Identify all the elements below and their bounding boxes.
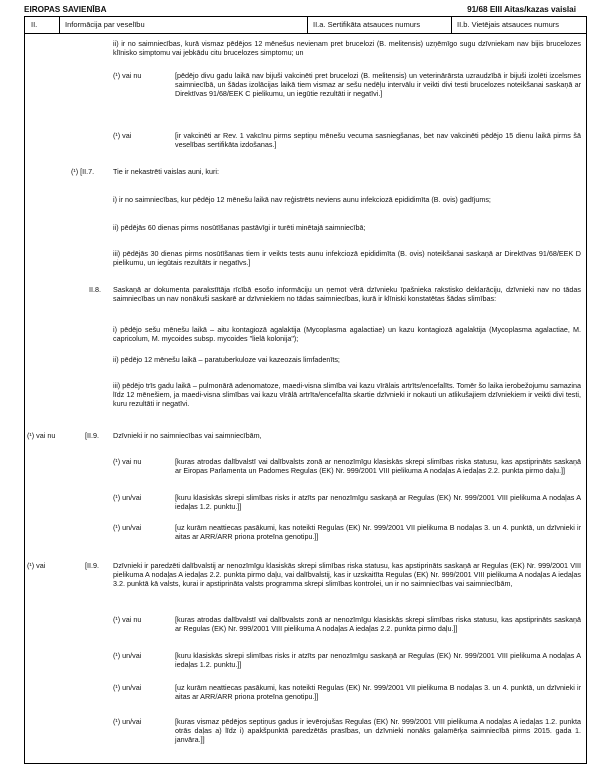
clause-b6: ii) pēdējās 60 dienas pirms nosūtīšanas pastāvīgi ir turēti minētajā saimniecībā; xyxy=(113,223,366,232)
clause-b1: ii) ir no saimniecības, kurā vismaz pēdējos 12 mēnešus nevienam pret brucelozi (B. melitensis) uzņēmīgo sugu dzīvniekam nav bijis brucelozes klīnisko simptomu vai jebkādu citu brucelozes simptomu; un xyxy=(113,39,581,57)
clause-b5: i) ir no saimniecības, kur pēdējo 12 mēnešu laikā nav reģistrēts neviens aunu infekciozā epididimīta (B. ovis) gadījums; xyxy=(113,195,491,204)
clause-b7: iii) pēdējās 30 dienas pirms nosūtīšanas tiem ir veikts tests aunu infekciozā epididimīta (B. ovis) noteikšanai saskaņā ar Direktīvas 91/68/EEK D pielikumu, un iegūtais rezultāts ir negatīvs.] xyxy=(113,249,581,267)
section-number: II. xyxy=(31,20,38,29)
clause-b9: i) pēdējo sešu mēnešu laikā – aitu kontagiozā agalaktija (Mycoplasma agalactiae) un kazu kontagiozā agalaktija (Mycoplasma agalactiae, M. capricolum, M. mycoides subsp. mycoides "lielā kolonija"); xyxy=(113,325,581,343)
clause-b11: iii) pēdējo trīs gadu laikā – pulmonārā adenomatoze, maedi-visna slimība vai kazu vīrālais artrīts/encefalīts. Tomēr šo laika ierobežojumu samazina līdz 12 mēnešiem, ja maedi-visna slimības vai kazu vīrālā artrīta/encefalīta skartie dzīvnieki ir nokauti un atlikušajiem dzīvniekiem ir veikti divi testi, kuru rezultāti ir negatīvi. xyxy=(113,381,581,408)
section-title: Informācija par veselību xyxy=(65,20,145,29)
certificate-box: II. Informācija par veselību II.a. Sertifikāta atsauces numurs II.b. Vietējais atsauces numurs ii) ir no saimniecības, kurā vismaz pēdējos 12 mēnešus nevienam pret brucelozi (B. melitensis) uzņēmīgo sugu dzīvniekam nav bijis brucelozes klīnisko simptomu vai jebkādu citu brucelozes simptomu; un (¹) vai nu [pēdējo divu gadu laikā nav bijuši vakcinēti pret brucelozi (B. melitensis) un veterinārārsta uzraudzībā ir bijuši izolēti izcelsmes saimniecībā, un šādas izolācijas laikā tiem vismaz ar sešu nedēļu intervālu ir veikti divi testi brucelozes noteikšanai saskaņā ar Direktīvas 91/68/EEK C pielikumu, un iegūtie rezultāti ir negatīvi.] (¹) vai [ir vakcinēti ar Rev. 1 vakcīnu pirms septiņu mēnešu vecuma sasniegšanas, bet nav vakcinēti pēdējo 15 dienu laikā pirms šā veselības sertifikāta izdošanas.] (¹) [II.7. Tie ir nekastrēti vaislas auni, kuri: i) ir no saimniecības, kur pēdējo 12 mēnešu laikā nav reģistrēts neviens aunu infekciozā epididimīta (B. ovis) gadījums; ii) pēdējās 60 dienas pirms nosūtīšanas pastāvīgi ir turēti minētajā saimniecībā; iii) pēdējās 30 dienas pirms nosūtīšanas tiem ir veikts tests aunu infekciozā epididimīta (B. ovis) noteikšanai saskaņā ar Direktīvas 91/68/EEK D pielikumu, un iegūtais rezultāts ir negatīvs.] II.8. Saskaņā ar dokumenta parakstītāja rīcībā esošo informāciju un ņemot vērā dzīvnieku īpašnieka rakstisko deklarāciju, dzīvnieki nav no tādas saimniecības un nav nonākuši saskarē ar dzīvniekiem no tādas saimniecības, kurā ir klīniski konstatētas šādas slimības: i) pēdējo sešu mēnešu laikā – aitu kontagiozā agalaktija (Mycoplasma agalactiae) un kazu kontagiozā agalaktija (Mycoplasma agalactiae, M. capricolum, M. mycoides subsp. mycoides "lielā kolonija"); ii) pēdējo 12 mēnešu laikā – paratuberkuloze vai kazeozais limfadenīts; iii) pēdējo trīs gadu laikā – pulmonārā adenomatoze, maedi-visna slimība vai kazu vīrālais artrīts/encefalīts. Tomēr šo laika ierobežojumu samazina līdz 12 mēnešiem, ja maedi-visna slimības vai kazu vīrālā artrīta/encefalīta skartie dzīvnieki ir nokauti un atlikušajiem dzīvniekiem ir veikti divi testi, kuru rezultāti ir negatīvi. (¹) vai nu [II.9. Dzīvnieki ir no saimniecības vai saimniecībām, (¹) vai nu [kuras atrodas dalībvalstī vai dalībvalsts zonā ar nenozīmīgu klasiskās skrepi slimības riska statusu, kas apstiprināts saskaņā ar Eiropas Parlamenta un Padomes Regulas (EK) Nr. 999/2001 VIII pielikuma A nodaļas A iedaļas 2.2. punkta pirmo daļu.]] (¹) un/vai [kuru klasiskās skrepi slimības risks ir atzīts par nenozīmīgu saskaņā ar Regulas (EK) Nr. 999/2001 VIII pielikuma A nodaļas A iedaļas 1.2. punktu.]] (¹) un/vai [uz kurām neattiecas pasākumi, kas noteikti Regulas (EK) Nr. 999/2001 VII pielikuma B nodaļas 3. un 4. punktā, un dzīvnieki ir aitas ar ARR/ARR priona proteīna genotipu.]] (¹) vai [II.9. Dzīvnieki ir paredzēti dalībvalstij ar nenozīmīgu klasiskās skrepi slimības riska statusu, kas apstiprināts saskaņā ar Regulas (EK) Nr. 999/2001 VIII pielikuma A nodaļas A iedaļas 2.2. punkta pirmo daļu, vai dalībvalstij, kas ir uzskaitīta Regulas (EK) Nr. 999/2001 VIII pielikuma A nodaļas A iedaļas 3.2. punktā kā valsts, kurai ir apstiprināta valsts programma skrepi slimības kontrolei, un ir no saimniecības vai saimniecībām, (¹) vai nu [kuras atrodas dalībvalstī vai dalībvalsts zonā ar nenozīmīgu klasiskās skrepi slimības riska statusu, kas apstiprināts saskaņā ar Regulas (EK) Nr. 999/2001 VIII pielikuma A nodaļas A iedaļas 2.2. punkta pirmo daļu.]] (¹) un/vai [kuru klasiskās skrepi slimības risks ir atzīts par nenozīmīgu saskaņā ar Regulas (EK) Nr. 999/2001 VIII pielikuma A nodaļas A iedaļas 1.2. punktu.]] (¹) un/vai [uz kurām neattiecas pasākumi, kas noteikti Regulas (EK) Nr. 999/2001 VII pielikuma B nodaļas 3. un 4. punktā, un dzīvnieki ir aitas ar ARR/ARR priona proteīna genotipu.]] (¹) un/vai [kuras vismaz pēdējos septiņus gadus ir ievērojušas Regulas (EK) Nr. 999/2001 VIII pielikuma A nodaļas A iedaļas 1.2. punkta otrās daļas a) līdz i) apakšpunktā paredzētās prasības, un dzīvnieki nonāks galamērķa saimniecībā pirms 2015. gada 1. janvāra.]] xyxy=(24,16,587,764)
certificate-ref-label: II.a. Sertifikāta atsauces numurs xyxy=(313,20,421,29)
clause-b10: ii) pēdējo 12 mēnešu laikā – paratuberkuloze vai kazeozais limfadenīts; xyxy=(113,355,340,364)
local-ref-label: II.b. Vietējais atsauces numurs xyxy=(457,20,559,29)
header-right: 91/68 EIII Aitas/kazas vaislai xyxy=(467,5,576,14)
page-header xyxy=(24,5,576,15)
column-header-row xyxy=(25,17,586,34)
header-left: EIROPAS SAVIENĪBA xyxy=(24,5,107,14)
